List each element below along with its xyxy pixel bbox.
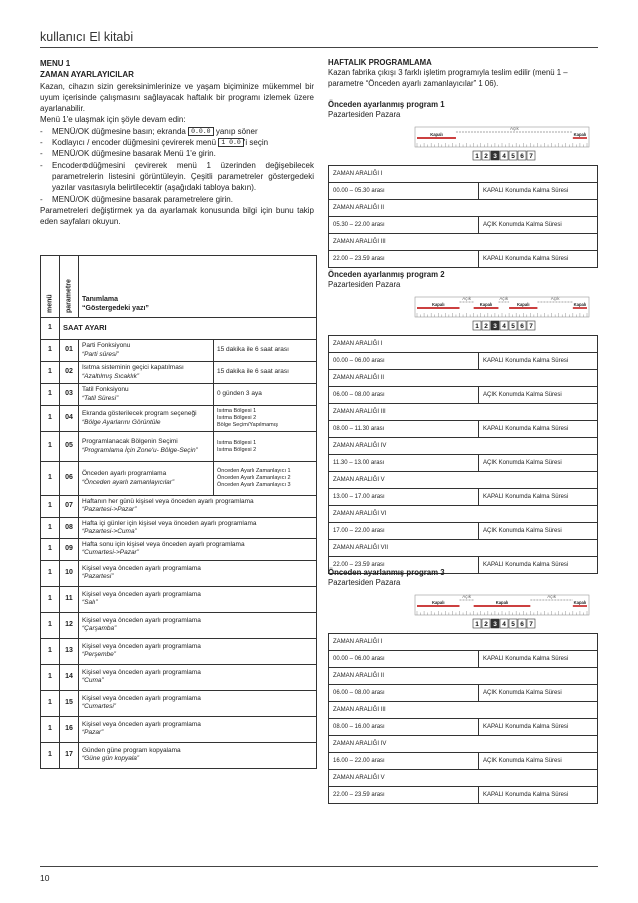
interval-header: ZAMAN ARALIĞI V [329, 471, 598, 488]
table-row [329, 437, 598, 454]
table-row [329, 386, 598, 403]
header-title: kullanıcı El kitabi [40, 30, 134, 44]
desc-cell: Hafta sonu için kişisel veya önceden ayarlı programlama “Cumartesi->Pazar” [79, 539, 317, 561]
page-number: 10 [40, 873, 50, 883]
param-cell: 12 [60, 612, 79, 638]
menu-cell: 1 [41, 638, 60, 664]
step-2: - Kodlayıcı / encoder düğmesini çevirerek menü 1 0.0 'i seçin [40, 138, 269, 148]
table-row [329, 769, 598, 786]
schedule-table [328, 633, 598, 804]
time-range: 06.00 – 08.00 arası [329, 386, 479, 403]
menu-cell: 1 [41, 716, 60, 742]
table-row [41, 638, 317, 664]
segment-label: Kapalı [431, 599, 445, 605]
value-option: 15 dakika ile 6 saat arası [217, 346, 289, 354]
segment-label: Açık [462, 295, 471, 301]
menu-subtitle: ZAMAN AYARLAYICILAR [40, 70, 134, 80]
value-option: Isıtma Bölgesi 2 [217, 446, 257, 453]
parameter-table [40, 255, 317, 769]
left-column [40, 58, 314, 227]
segment-label: Açık [547, 593, 556, 599]
section-num: 1 [41, 318, 60, 340]
menu-title: MENU 1 [40, 59, 71, 68]
section-title: SAAT AYARI [60, 318, 317, 340]
value-option: Isıtma Bölgesi 2 [217, 415, 257, 421]
interval-header: ZAMAN ARALIĞI II [329, 199, 598, 216]
timeline-graphic [328, 589, 598, 633]
table-row [329, 718, 598, 735]
table-row [329, 471, 598, 488]
program-subtitle: Pazartesiden Pazara [328, 280, 401, 290]
interval-header: ZAMAN ARALIĞI IV [329, 437, 598, 454]
day-label: 2 [484, 322, 488, 330]
table-row [329, 684, 598, 701]
program-title: Önceden ayarlanmış program 3 [328, 568, 445, 577]
weekly-title: HAFTALIK PROGRAMLAMA [328, 58, 432, 67]
table-row [41, 517, 317, 539]
menu-cell: 1 [41, 517, 60, 539]
table-row [41, 586, 317, 612]
day-label: 7 [529, 322, 533, 330]
state-label: KAPALI Konumda Kalma Süresi [479, 718, 598, 735]
time-range: 22.00 – 23.59 arası [329, 786, 479, 803]
param-cell: 15 [60, 690, 79, 716]
segment-label: Kapalı [573, 599, 587, 605]
encoder-icon: ⊚ [81, 160, 89, 170]
desc-cell: Kişisel veya önceden ayarlı programlama “Pazar” [79, 716, 317, 742]
segment-label: Açık [499, 295, 509, 301]
table-row [329, 335, 598, 352]
menu-cell: 1 [41, 539, 60, 561]
menu-cell: 1 [41, 496, 60, 518]
table-row [41, 362, 317, 384]
desc-cell: Hafta içi günler için kişisel veya önceden ayarlı programlama “Pazartesi->Cuma” [79, 517, 317, 539]
segment-label: Kapalı [495, 599, 509, 605]
table-row [329, 522, 598, 539]
value-option: Bölge Seçim/Yapılmamış [217, 422, 279, 428]
value-cell [214, 432, 317, 462]
interval-header: ZAMAN ARALIĞI II [329, 369, 598, 386]
menu-cell: 1 [41, 560, 60, 586]
state-label: KAPALI Konumda Kalma Süresi [479, 488, 598, 505]
time-range: 16.00 – 22.00 arası [329, 752, 479, 769]
segment-label: Açık [510, 125, 519, 131]
time-range: 22.00 – 23.59 arası [329, 556, 479, 573]
day-label: 5 [511, 152, 515, 160]
time-range: 08.00 – 11.30 arası [329, 420, 479, 437]
interval-header: ZAMAN ARALIĞI III [329, 403, 598, 420]
desc-cell: Günden güne program kopyalama “Güne gün kopyala” [79, 742, 317, 768]
program-2 [328, 270, 598, 574]
desc-cell: Kişisel veya önceden ayarlı programlama “Cumartesi” [79, 690, 317, 716]
header-rule [40, 47, 598, 48]
desc-cell: Ekranda gösterilecek program seçeneği “Bölge Ayarlarını Görüntüle [79, 406, 214, 432]
table-row [41, 406, 317, 432]
time-range: 08.00 – 16.00 arası [329, 718, 479, 735]
day-label: 7 [529, 152, 533, 160]
table-row [329, 403, 598, 420]
day-label: 7 [529, 620, 533, 628]
interval-header: ZAMAN ARALIĞI I [329, 165, 598, 182]
desc-cell: Isıtma sisteminin geçici kapatılması “Azaltılmış Sıcaklık” [79, 362, 214, 384]
segment-label: Kapalı [516, 301, 530, 307]
menu-cell: 1 [41, 384, 60, 406]
table-row [329, 182, 598, 199]
param-cell: 13 [60, 638, 79, 664]
state-label: AÇIK Konumda Kalma Süresi [479, 454, 598, 471]
segment-label: Açık [462, 593, 471, 599]
menu-cell: 1 [41, 362, 60, 384]
value-option: 0 günden 3 aya [217, 390, 262, 398]
program-title: Önceden ayarlanmış program 2 [328, 270, 445, 279]
menu-cell: 1 [41, 612, 60, 638]
value-cell [214, 340, 317, 362]
table-row [41, 612, 317, 638]
interval-header: ZAMAN ARALIĞI I [329, 335, 598, 352]
schedule-table [328, 165, 598, 268]
param-cell: 01 [60, 340, 79, 362]
display-icon: 1 0.0 [218, 138, 244, 147]
param-cell: 06 [60, 462, 79, 496]
program-subtitle: Pazartesiden Pazara [328, 110, 401, 120]
table-row [41, 716, 317, 742]
param-cell: 16 [60, 716, 79, 742]
table-row [329, 369, 598, 386]
col-param-header: parametre [60, 256, 79, 318]
state-label: AÇIK Konumda Kalma Süresi [479, 386, 598, 403]
table-row [329, 701, 598, 718]
table-row [41, 560, 317, 586]
step-3: - MENÜ/OK düğmesine basarak Menü 1'e girin. [40, 149, 216, 159]
day-label: 2 [484, 620, 488, 628]
menu-cell: 1 [41, 690, 60, 716]
param-cell: 14 [60, 664, 79, 690]
step-5: - MENÜ/OK düğmesine basarak parametrelere girin. [40, 194, 233, 204]
table-row [329, 735, 598, 752]
table-row [329, 650, 598, 667]
day-label: 6 [520, 322, 524, 330]
param-cell: 04 [60, 406, 79, 432]
menu-cell: 1 [41, 406, 60, 432]
step-1: - MENÜ/OK düğmesine basın; ekranda 0.0.0 yanıp söner [40, 126, 258, 136]
state-label: KAPALI Konumda Kalma Süresi [479, 250, 598, 267]
table-row [329, 199, 598, 216]
table-row [329, 667, 598, 684]
table-row [41, 432, 317, 462]
day-label: 4 [502, 152, 506, 160]
table-row [329, 250, 598, 267]
table-row [41, 539, 317, 561]
menu-access: Menü 1'e ulaşmak için şöyle devam edin: [40, 115, 186, 125]
col-def-header: Tanımlama “Göstergedeki yazı” [79, 256, 317, 318]
schedule-table [328, 335, 598, 574]
table-row [329, 454, 598, 471]
interval-header: ZAMAN ARALIĞI VII [329, 539, 598, 556]
value-cell [214, 406, 317, 432]
right-column [328, 58, 598, 89]
state-label: KAPALI Konumda Kalma Süresi [479, 420, 598, 437]
menu-cell: 1 [41, 462, 60, 496]
menu-cell: 1 [41, 664, 60, 690]
param-cell: 05 [60, 432, 79, 462]
table-row [329, 752, 598, 769]
display-icon: 0.0.0 [188, 127, 214, 136]
interval-header: ZAMAN ARALIĞI III [329, 233, 598, 250]
param-cell: 17 [60, 742, 79, 768]
day-label: 2 [484, 152, 488, 160]
param-cell: 10 [60, 560, 79, 586]
program-3 [328, 568, 598, 804]
desc-cell: Parti Fonksiyonu “Parti süresi” [79, 340, 214, 362]
table-row [329, 488, 598, 505]
interval-header: ZAMAN ARALIĞI V [329, 769, 598, 786]
desc-cell: Kişisel veya önceden ayarlı programlama “Perşembe” [79, 638, 317, 664]
param-cell: 07 [60, 496, 79, 518]
segment-label: Kapalı [479, 301, 493, 307]
segment-label: Kapalı [573, 301, 587, 307]
segment-label: Kapalı [431, 301, 445, 307]
param-cell: 02 [60, 362, 79, 384]
day-label: 5 [511, 620, 515, 628]
table-row [329, 786, 598, 803]
day-label: 4 [502, 322, 506, 330]
value-option: Önceden Ayarlı Zamanlayıcı 2 [217, 475, 291, 481]
interval-header: ZAMAN ARALIĞI VI [329, 505, 598, 522]
desc-cell: Kişisel veya önceden ayarlı programlama “Çarşamba” [79, 612, 317, 638]
table-row [41, 462, 317, 496]
value-option: Önceden Ayarlı Zamanlayıcı 1 [217, 468, 291, 474]
table-row [41, 384, 317, 406]
table-row [329, 420, 598, 437]
state-label: AÇIK Konumda Kalma Süresi [479, 684, 598, 701]
desc-cell: Kişisel veya önceden ayarlı programlama “Pazartesi” [79, 560, 317, 586]
menu-cell: 1 [41, 432, 60, 462]
table-row [41, 496, 317, 518]
menu-cell: 1 [41, 586, 60, 612]
value-cell [214, 384, 317, 406]
interval-header: ZAMAN ARALIĞI II [329, 667, 598, 684]
value-option: 15 dakika ile 6 saat arası [217, 368, 289, 376]
param-cell: 09 [60, 539, 79, 561]
time-range: 13.00 – 17.00 arası [329, 488, 479, 505]
timeline-graphic [328, 291, 598, 335]
state-label: KAPALI Konumda Kalma Süresi [479, 556, 598, 573]
table-row [41, 664, 317, 690]
state-label: KAPALI Konumda Kalma Süresi [479, 650, 598, 667]
desc-cell: Tatil Fonksiyonu “Tatil Süresi” [79, 384, 214, 406]
state-label: AÇIK Konumda Kalma Süresi [479, 752, 598, 769]
interval-header: ZAMAN ARALIĞI IV [329, 735, 598, 752]
day-label: 3 [493, 152, 497, 160]
program-subtitle: Pazartesiden Pazara [328, 578, 401, 588]
table-row [329, 165, 598, 182]
time-range: 00.00 – 05.30 arası [329, 182, 479, 199]
desc-cell: Önceden ayarlı programlama “Önceden ayarlı zamanlayıcılar” [79, 462, 214, 496]
day-label: 4 [502, 620, 506, 628]
segment-label: Kapalı [573, 131, 587, 137]
day-label: 3 [493, 322, 497, 330]
desc-cell: Kişisel veya önceden ayarlı programlama “Cuma” [79, 664, 317, 690]
interval-header: ZAMAN ARALIĞI III [329, 701, 598, 718]
time-range: 22.00 – 23.59 arası [329, 250, 479, 267]
table-row [329, 216, 598, 233]
interval-header: ZAMAN ARALIĞI I [329, 633, 598, 650]
table-row [329, 633, 598, 650]
state-label: KAPALI Konumda Kalma Süresi [479, 182, 598, 199]
value-cell [214, 462, 317, 496]
time-range: 17.00 – 22.00 arası [329, 522, 479, 539]
table-row [329, 505, 598, 522]
day-label: 5 [511, 322, 515, 330]
col-menu-header: menü [41, 256, 60, 318]
program-title: Önceden ayarlanmış program 1 [328, 100, 445, 109]
state-label: AÇIK Konumda Kalma Süresi [479, 216, 598, 233]
desc-cell: Programlanacak Bölgenin Seçimi “Programlama İçin Zone'u- Bölge-Seçin” [79, 432, 214, 462]
day-label: 1 [475, 152, 479, 160]
step-4: - Encoder⊚düğmesini çevirerek menü 1 üzerinden değişebilecek parametrelerin listesini görüntüleyin. Çeşitli parametreler göstergedeki yazılar vasıtasıyla belirtilecektir (aşağıdaki tabloya bakın). [40, 160, 314, 193]
state-label: KAPALI Konumda Kalma Süresi [479, 786, 598, 803]
weekly-intro: Kazan fabrika çıkışı 3 farklı işletim programıyla teslim edilir (menü 1 – parametre “Önceden ayarlı zamanlayıcılar” 1 06). [328, 68, 568, 88]
value-option: Isıtma Bölgesi 1 [217, 439, 257, 446]
footer-rule [40, 866, 598, 867]
program-1 [328, 100, 598, 268]
table-row [41, 340, 317, 362]
segment-label: Açık [550, 295, 560, 301]
outro-paragraph: Parametreleri değiştirmek ya da ayarlamak konusunda bilgi için bunu takip eden sayfaları okuyun. [40, 205, 314, 227]
menu-cell: 1 [41, 340, 60, 362]
table-row [329, 352, 598, 369]
table-row [329, 233, 598, 250]
value-option: Önceden Ayarlı Zamanlayıcı 3 [217, 482, 291, 488]
day-label: 1 [475, 620, 479, 628]
state-label: AÇIK Konumda Kalma Süresi [479, 522, 598, 539]
day-label: 3 [493, 620, 497, 628]
intro-paragraph: Kazan, cihazın sizin gereksinimlerinize ve yaşam biçiminize mükemmel bir uyum içerisinde çalışmasını sağlayacak haftalık bir programı izlemek üzere ayarlanabilir. [40, 81, 314, 114]
timeline-graphic [328, 121, 598, 165]
time-range: 06.00 – 08.00 arası [329, 684, 479, 701]
time-range: 00.00 – 06.00 arası [329, 650, 479, 667]
time-range: 11.30 – 13.00 arası [329, 454, 479, 471]
time-range: 05.30 – 22.00 arası [329, 216, 479, 233]
table-row [329, 539, 598, 556]
param-cell: 03 [60, 384, 79, 406]
desc-cell: Haftanın her günü kişisel veya önceden ayarlı programlama “Pazartesi->Pazar” [79, 496, 317, 518]
value-option: Isıtma Bölgesi 1 [217, 408, 257, 414]
state-label: KAPALI Konumda Kalma Süresi [479, 352, 598, 369]
segment-label: Kapalı [430, 131, 443, 137]
day-label: 1 [475, 322, 479, 330]
menu-cell: 1 [41, 742, 60, 768]
day-label: 6 [520, 152, 524, 160]
param-cell: 08 [60, 517, 79, 539]
day-label: 6 [520, 620, 524, 628]
desc-cell: Kişisel veya önceden ayarlı programlama “Salı” [79, 586, 317, 612]
param-cell: 11 [60, 586, 79, 612]
table-row [41, 742, 317, 768]
time-range: 00.00 – 06.00 arası [329, 352, 479, 369]
table-row [41, 690, 317, 716]
value-cell [214, 362, 317, 384]
